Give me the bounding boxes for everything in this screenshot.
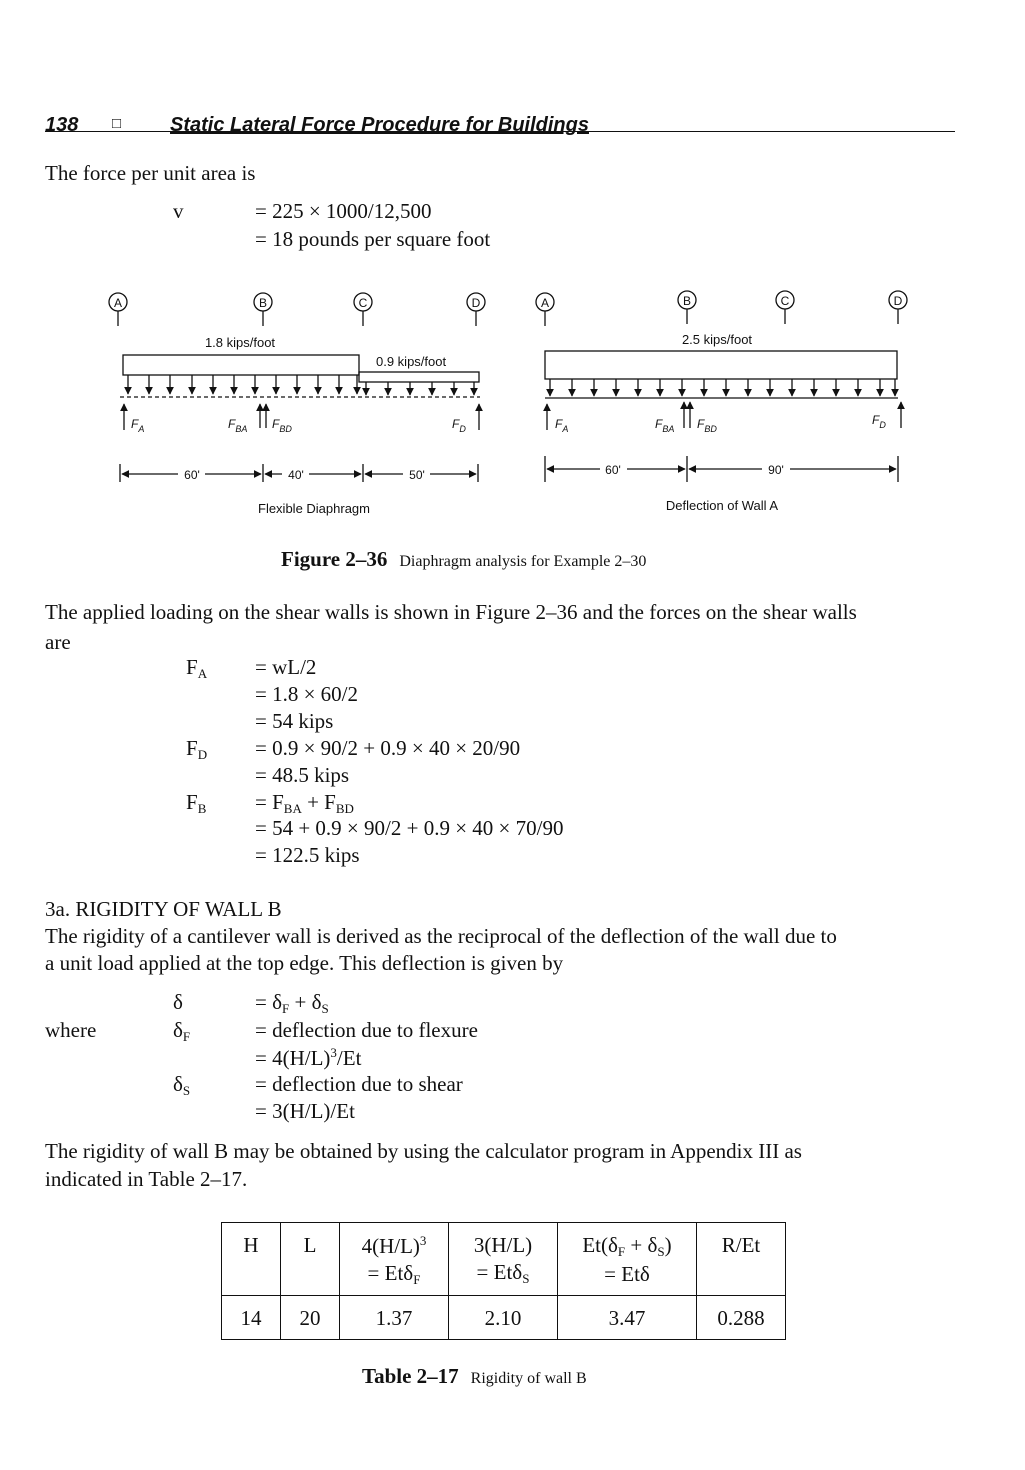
fa-line-2: = 1.8 × 60/2	[255, 682, 359, 706]
fd-symbol: $F_D$	[186, 736, 208, 762]
header-rule	[45, 131, 955, 132]
svg-text:FBA: $F_{BA}$	[655, 417, 675, 434]
right-caption: Deflection of Wall A	[665, 498, 779, 513]
right-load-arrows	[550, 379, 895, 396]
svg-text:D: D	[893, 294, 903, 308]
fb-symbol: $F_B$	[186, 790, 207, 816]
table-caption-text: Rigidity of wall B	[470, 1370, 587, 1387]
cell-l: 20	[281, 1296, 340, 1340]
left-load-1-label: 1.8 kips/foot	[204, 335, 276, 350]
svg-text:FD: $F_D$	[872, 413, 886, 430]
svg-text:C: C	[780, 294, 790, 308]
left-load-1-arrows	[128, 375, 357, 394]
section-para-line-2: a unit load applied at the top edge. This deflection is given by	[45, 951, 564, 975]
svg-text:A: A	[540, 296, 550, 310]
svg-text:B: B	[258, 296, 268, 310]
table-header-row	[222, 1223, 786, 1296]
v-line-2: = 18 pounds per square foot	[255, 227, 491, 251]
v-symbol: v	[173, 199, 184, 223]
header-total: $Et(\delta_F + \delta_S)$ = Etδ	[558, 1223, 697, 1296]
table-caption	[362, 1364, 587, 1389]
delta-s-line-2: = 3(H/L)/Et	[255, 1099, 355, 1123]
svg-text:FA: $F_A$	[131, 417, 145, 434]
fb-line-3: = 122.5 kips	[255, 843, 360, 867]
fb-line-1: = $F_{BA} + F_{BD}$	[255, 790, 354, 816]
svg-text:FD: $F_D$	[452, 417, 466, 434]
left-node-c	[354, 293, 372, 326]
left-load-2-label: 0.9 kips/foot	[376, 354, 447, 369]
left-node-d	[467, 293, 485, 326]
cell-r-et: 0.288	[697, 1296, 786, 1340]
header-shear: 3(H/L) = Etδ$_S$	[449, 1223, 558, 1296]
header-flexure: $4(H/L)^3$ = Etδ$_F$	[340, 1223, 449, 1296]
right-node-a	[536, 293, 554, 326]
left-node-b	[254, 293, 272, 326]
right-node-d	[889, 291, 907, 324]
right-node-c	[776, 291, 794, 324]
diaphragm-figure	[0, 278, 1025, 528]
rigidity-para-line-1: The rigidity of wall B may be obtained by using the calculator program in Appendix III as	[45, 1139, 802, 1163]
rigidity-para-line-2: indicated in Table 2–17.	[45, 1167, 248, 1191]
cell-shear: 2.10	[449, 1296, 558, 1340]
svg-text:FBA: $F_{BA}$	[228, 417, 248, 434]
cell-flexure: 1.37	[340, 1296, 449, 1340]
cell-total: 3.47	[558, 1296, 697, 1340]
where-label: where	[45, 1018, 97, 1042]
delta-line-1: = $\delta_F + \delta_S$	[255, 990, 329, 1016]
svg-text:B: B	[682, 294, 692, 308]
table-row	[222, 1296, 786, 1340]
fd-line-2: = 48.5 kips	[255, 763, 350, 787]
header-h: H	[222, 1223, 281, 1296]
svg-text:C: C	[358, 296, 368, 310]
delta-f-symbol: $\delta_F$	[173, 1018, 191, 1044]
fd-line-1: = 0.9 × 90/2 + 0.9 × 40 × 20/90	[255, 736, 521, 760]
svg-text:D: D	[471, 296, 481, 310]
figure-caption-label: Figure 2–36	[281, 547, 388, 571]
running-title: Static Lateral Force Procedure for Buildings	[170, 114, 589, 136]
right-node-b	[678, 291, 696, 324]
delta-s-symbol: $\delta_S$	[173, 1072, 191, 1098]
delta-f-line-1: = deflection due to flexure	[255, 1018, 478, 1042]
left-dim-50: 50'	[409, 468, 425, 482]
left-dim-60: 60'	[184, 468, 200, 482]
rigidity-table	[221, 1222, 786, 1340]
right-dim-90: 90'	[768, 463, 784, 477]
figure-caption-text: Diaphragm analysis for Example 2–30	[399, 553, 647, 570]
fa-line-1: = wL/2	[255, 655, 317, 679]
right-load-label: 2.5 kips/foot	[681, 332, 753, 347]
delta-symbol: δ	[173, 990, 183, 1014]
delta-f-line-2: = $4(H/L)^3/Et$	[255, 1045, 362, 1070]
fa-symbol: $F_A$	[186, 655, 208, 681]
header-r-et: R/Et	[697, 1223, 786, 1296]
svg-text:FA: $F_A$	[555, 417, 569, 434]
header-l: L	[281, 1223, 340, 1296]
svg-text:FBD: $F_{BD}$	[272, 417, 292, 434]
fa-line-3: = 54 kips	[255, 709, 334, 733]
section-para-line-1: The rigidity of a cantilever wall is derived as the reciprocal of the deflection of the wall due to	[45, 924, 837, 948]
left-dim-40: 40'	[288, 468, 304, 482]
fb-line-2: = 54 + 0.9 × 90/2 + 0.9 × 40 × 70/90	[255, 816, 564, 840]
svg-text:A: A	[113, 296, 123, 310]
section-heading: 3a. RIGIDITY OF WALL B	[45, 897, 282, 921]
right-dim-60: 60'	[605, 463, 621, 477]
v-line-1: = 225 × 1000/12,500	[255, 199, 432, 223]
header-separator: □	[112, 115, 122, 132]
applied-para-line-2: are	[45, 630, 71, 654]
left-node-a	[109, 293, 127, 326]
delta-s-line-1: = deflection due to shear	[255, 1072, 463, 1096]
svg-text:FBD: $F_{BD}$	[697, 417, 717, 434]
cell-h: 14	[222, 1296, 281, 1340]
left-load-2-arrows	[366, 382, 474, 395]
page-number: 138	[45, 114, 79, 136]
applied-para-line-1: The applied loading on the shear walls is shown in Figure 2–36 and the forces on the shear walls	[45, 600, 857, 624]
table-caption-label: Table 2–17	[362, 1364, 459, 1388]
left-caption: Flexible Diaphragm	[258, 501, 370, 516]
intro-text: The force per unit area is	[45, 161, 256, 185]
figure-caption	[281, 547, 646, 572]
